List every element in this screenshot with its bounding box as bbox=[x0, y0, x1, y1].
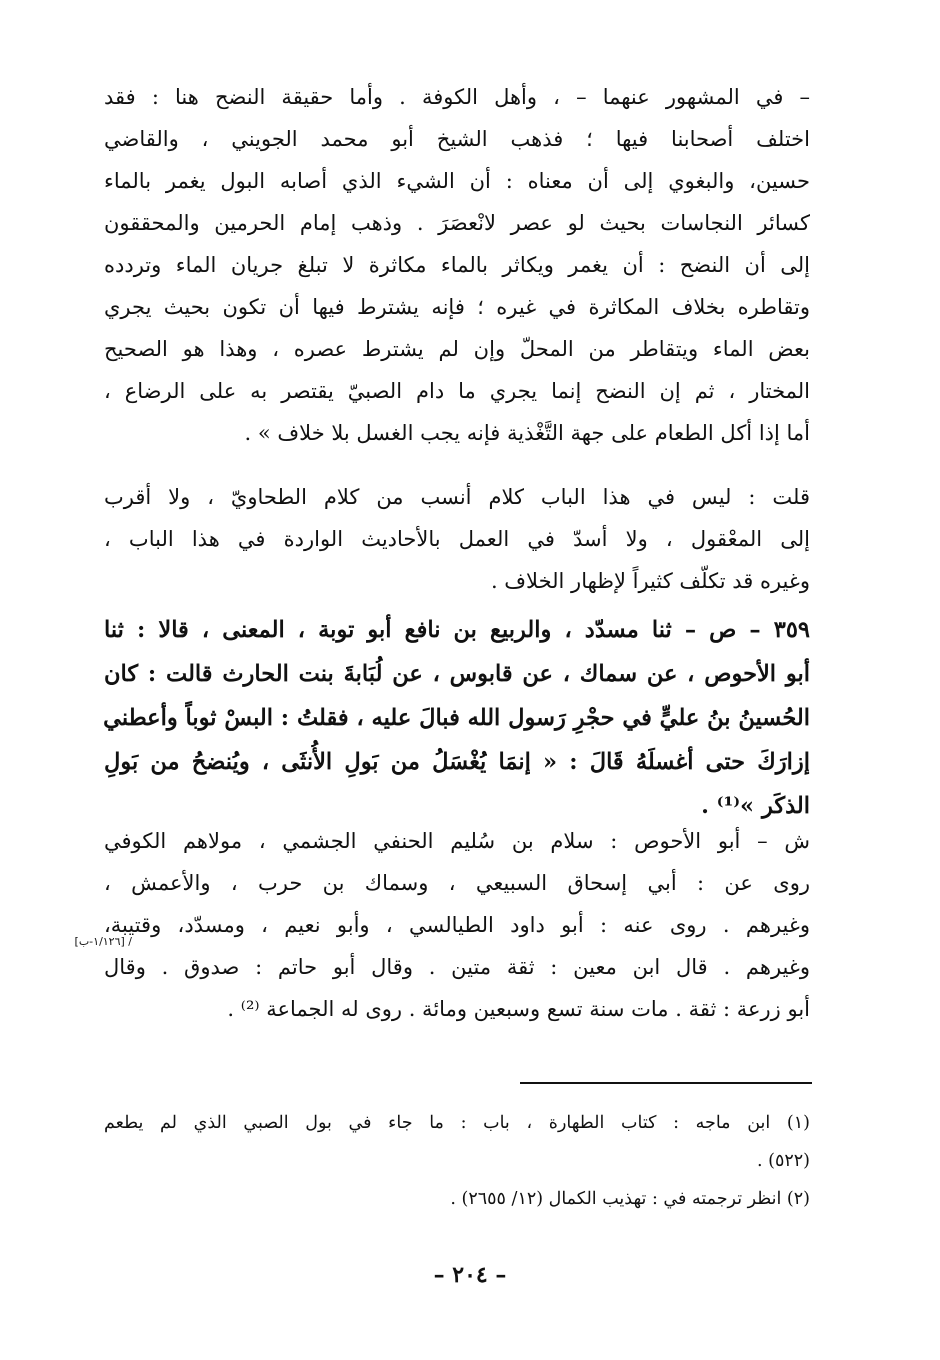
text-line: وتقاطره بخلاف المكاثرة في غيره ؛ فإنه يشترط فيها أن تكون بحيث يجري bbox=[104, 295, 810, 319]
text-line: وغيره قد تكلّف كثيراً لإظهار الخلاف . bbox=[490, 569, 810, 593]
text-line: أما إذا أكل الطعام على جهة التَّغْذية فإنه يجب الغسل بلا خلاف » . bbox=[244, 421, 810, 445]
footnote-line: (١) ابن ماجه : كتاب الطهارة ، باب : ما جاء في بول الصبي الذي لم يطعم bbox=[104, 1113, 810, 1133]
text-line: اختلف أصحابنا فيها ؛ فذهب الشيخ أبو محمد الجويني ، والقاضي bbox=[104, 127, 810, 151]
footnote-line: (٢) انظر ترجمته في : تهذيب الكمال (١٢/ ٢٦٥٥) . bbox=[450, 1189, 810, 1209]
page-number: – ٢٠٤ – bbox=[433, 1262, 507, 1288]
paragraph-author-remark bbox=[104, 476, 810, 602]
footnotes bbox=[104, 1104, 810, 1218]
text-line: قلت : ليس في هذا الباب كلام أنسب من كلام الطحاويّ ، ولا أقرب bbox=[104, 485, 810, 509]
text-line: وغيرهم . قال ابن معين : ثقة متين . وقال أبو حاتم : صدوق . وقال bbox=[104, 955, 810, 979]
text-line: إلى المعْقول ، ولا أسدّ في العمل بالأحاديث الواردة في هذا الباب ، bbox=[104, 527, 810, 551]
text-line: روى عن : أبي إسحاق السبيعي ، وسماك بن حرب ، والأعمش ، bbox=[104, 871, 810, 895]
footnote-separator bbox=[520, 1082, 812, 1084]
text-line: حسين، والبغوي إلى أن معناه : أن الشيء الذي أصابه البول يغمر بالماء bbox=[104, 169, 810, 193]
manuscript-folio-marker: [١/١٢٦-ب] / bbox=[74, 935, 132, 948]
text-line: أبو الأحوص ، عن سماك ، عن قابوس ، عن لُبَابةَ بنت الحارث قالت : كان bbox=[104, 661, 810, 687]
text-line: الذكَر »⁽¹⁾ . bbox=[701, 793, 810, 819]
text-line: إزارَكَ حتى أغسلَهُ قَالَ : « إنمَا يُغْسَلُ من بَولِ الأُنثَى ، ويُنضحُ من بَولِ bbox=[104, 749, 810, 775]
text-line: الحُسينُ بنُ عليٍّ في حجْرِ رَسول الله فبالَ عليه ، فقلتُ : البسْ ثوباً وأعطني bbox=[103, 705, 810, 731]
paragraph-nadh-definition bbox=[104, 76, 810, 454]
footnote-line: (٥٢٢) . bbox=[757, 1151, 810, 1171]
text-line: المختار ، ثم إن النضح إنما يجري ما دام الصبيّ يقتصر به على الرضاع ، bbox=[104, 379, 810, 403]
paragraph-narrator-commentary bbox=[104, 820, 810, 1030]
text-line: – في المشهور عنهما – ، وأهل الكوفة . وأما حقيقة النضح هنا : فقد bbox=[104, 85, 810, 109]
hadith-text bbox=[104, 608, 810, 828]
text-line: أبو زرعة : ثقة . مات سنة تسع وسبعين ومائة . روى له الجماعة ⁽²⁾ . bbox=[227, 997, 810, 1021]
text-line: وغيرهم . روى عنه : أبو داود الطيالسي ، وأبو نعيم ، ومسدّد، وقتيبة، bbox=[104, 913, 810, 937]
text-line: ش – أبو الأحوص : سلام بن سُليم الحنفي الجشمي ، مولاهم الكوفي bbox=[104, 829, 810, 853]
text-line: ٣٥٩ – ص – ثنا مسدّد ، والربيع بن نافع أبو توبة ، المعنى ، قالا : ثنا bbox=[104, 617, 810, 643]
text-line: إلى أن النضح : أن يغمر ويكاثر بالماء مكاثرة لا تبلغ جريان الماء وتردده bbox=[104, 253, 811, 277]
text-line: بعض الماء ويتقاطر من المحلّ وإن لم يشترط عصره ، وهذا هو الصحيح bbox=[104, 337, 810, 361]
text-line: كسائر النجاسات بحيث لو عصر لانْعصَرَ . وذهب إمام الحرمين والمحققون bbox=[104, 211, 810, 235]
